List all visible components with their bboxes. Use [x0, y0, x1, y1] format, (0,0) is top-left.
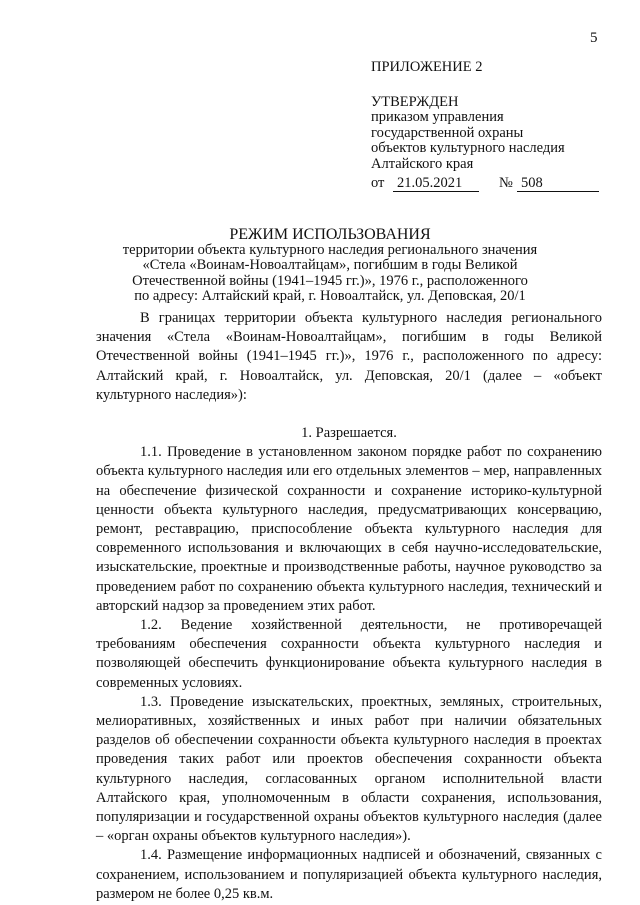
approved-label: УТВЕРЖДЕН — [371, 93, 459, 110]
document-title: РЕЖИМ ИСПОЛЬЗОВАНИЯ — [229, 226, 431, 243]
title-line: территории объекта культурного наследия регионального значения — [122, 241, 538, 258]
approval-date: 21.05.2021 — [397, 175, 463, 191]
document-title-block — [60, 227, 600, 305]
title-line: «Стела «Воинам-Новоалтайцам», погибшим в годы Великой — [142, 257, 518, 273]
appendix-label: ПРИЛОЖЕНИЕ 2 — [371, 59, 483, 75]
title-line: Отечественной войны (1941–1945 гг.)», 1976 г., расположенного — [132, 272, 528, 289]
approval-line: государственной охраны — [371, 124, 524, 141]
date-underline — [393, 191, 479, 192]
number-label: № — [499, 175, 513, 191]
approval-line: приказом управления — [371, 109, 504, 125]
approval-block — [371, 60, 616, 194]
page-number: 5 — [590, 30, 598, 46]
date-number-line — [371, 176, 616, 194]
clause-1-2: 1.2. Ведение хозяйственной деятельности, не противоречащей требованиям обеспечения сохранности объекта культурного наследия и позволяющей обеспечить функционирование объекта культурного наследия в современных условиях. — [96, 617, 602, 691]
clause-1-1: 1.1. Проведение в установленном законом порядке работ по сохранению объекта культурного наследия или его отдельных элементов – мер, направленных на обеспечение физической сохранности и сохранение историко-культурной ценности объекта культурного наследия, предусматривающих консервацию, ремонт, реставрацию, приспособление объекта культурного наследия для современного использования и включающих в себя научно-исследовательские, изыскательские, проектные и производственные работы, научное руководство за проведением работ по сохранению объекта культурного наследия, технический и авторский надзор за проведением этих работ. — [96, 444, 602, 614]
title-line: по адресу: Алтайский край, г. Новоалтайск, ул. Деповская, 20/1 — [134, 288, 526, 304]
document-body — [96, 309, 602, 904]
from-label: от — [371, 175, 385, 191]
clause-1-4: 1.4. Размещение информационных надписей и обозначений, связанных с сохранением, использованием и популяризацией объекта культурного наследия, размером не более 0,25 кв.м. — [96, 847, 602, 902]
section-title: 1. Разрешается. — [301, 425, 397, 442]
approval-line: Алтайского края — [371, 155, 474, 172]
number-underline — [517, 191, 599, 192]
approval-line: объектов культурного наследия — [371, 140, 565, 156]
clause-1-3: 1.3. Проведение изыскательских, проектных, земляных, строительных, мелиоративных, хозяйственных и иных работ при наличии обязательных разделов об обеспечении сохранности объекта культурного наследия в проектах проведения таких работ или проектов обеспечения сохранности объекта культурного наследия, согласованных органом исполнительной власти Алтайского края, уполномоченным в области сохранения, использования, популяризации и государственной охраны объектов культурного наследия (далее – «орган охраны объектов культурного наследия»). — [96, 693, 602, 845]
intro-paragraph: В границах территории объекта культурного наследия регионального значения «Стела «Воинам-Новоалтайцам», погибшим в годы Великой Отечественной войны (1941–1945 гг.)», 1976 г., расположенного по адресу: Алтайский край, г. Новоалтайск, ул. Деповская, 20/1 (далее – «объект культурного наследия»): — [96, 310, 602, 403]
approval-number: 508 — [521, 175, 543, 191]
